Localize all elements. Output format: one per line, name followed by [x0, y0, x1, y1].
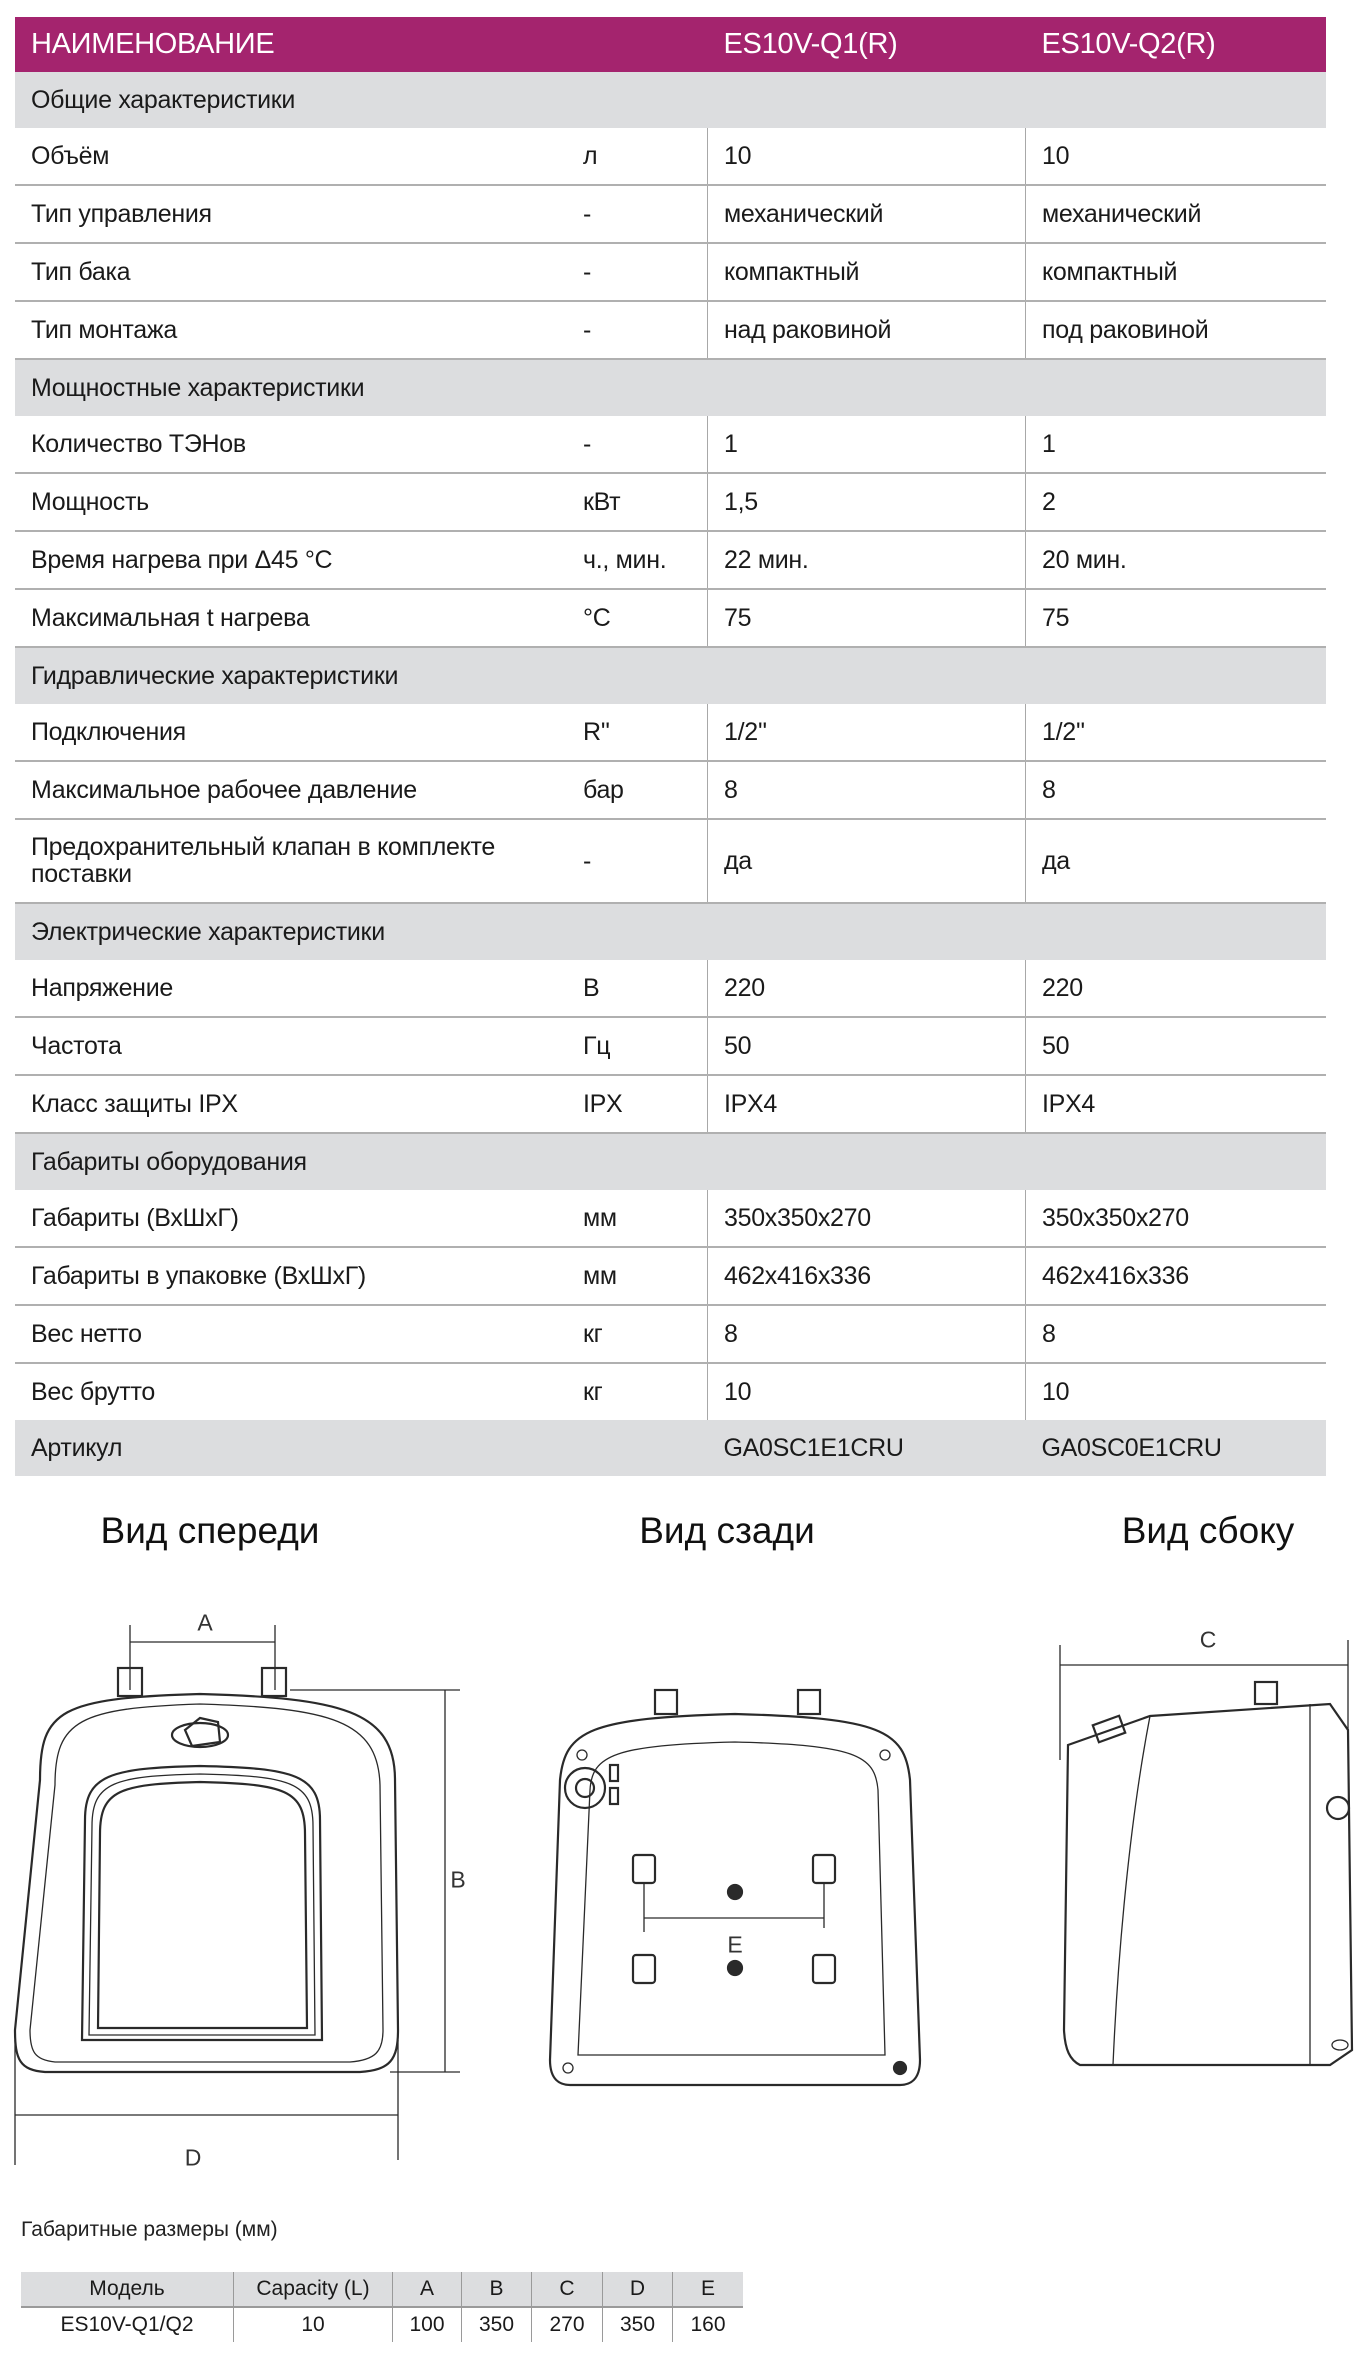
dim-label-e: E — [727, 1931, 743, 1958]
spec-unit: л — [567, 128, 708, 185]
spec-name: Тип управления — [15, 185, 567, 243]
spec-name: Тип монтажа — [15, 301, 567, 359]
spec-unit: мм — [567, 1190, 708, 1247]
header-unit — [567, 17, 708, 72]
spec-value-model-2: IPX4 — [1026, 1075, 1327, 1133]
spec-value-model-1: над раковиной — [708, 301, 1026, 359]
spec-name: Подключения — [15, 704, 567, 761]
back-pipe-right — [798, 1690, 820, 1714]
spec-name: Частота — [15, 1017, 567, 1075]
spec-row — [15, 1247, 1326, 1305]
spec-value-model-2: 50 — [1026, 1017, 1327, 1075]
spec-value-model-2: GA0SC0E1CRU — [1026, 1420, 1327, 1476]
spec-header-row — [15, 17, 1326, 72]
spec-unit: - — [567, 243, 708, 301]
section-title: Габариты оборудования — [15, 1133, 1326, 1190]
dim-cell-d: 350 — [603, 2307, 673, 2342]
spec-name: Габариты (ВхШхГ) — [15, 1190, 567, 1247]
corner-screw-tr — [880, 1750, 890, 1760]
dimensions-table — [21, 2272, 743, 2342]
section-header-row — [15, 359, 1326, 416]
back-power-inlet-core — [576, 1779, 594, 1797]
back-screw-lower — [728, 1961, 742, 1975]
spec-row — [15, 416, 1326, 473]
spec-value-model-2: 220 — [1026, 960, 1327, 1017]
mount-hole-bl — [633, 1955, 655, 1983]
dim-cell-capacity: 10 — [234, 2307, 393, 2342]
side-front-curve — [1113, 1716, 1150, 2065]
spec-value-model-1: 50 — [708, 1017, 1026, 1075]
dim-label-a: A — [197, 1609, 213, 1636]
spec-value-model-2: 2 — [1026, 473, 1327, 531]
back-slot-1 — [610, 1765, 618, 1781]
spec-unit: ч., мин. — [567, 531, 708, 589]
spec-value-model-2: 1/2'' — [1026, 704, 1327, 761]
front-panel-mid — [89, 1774, 315, 2035]
spec-row — [15, 1190, 1326, 1247]
spec-value-model-1: 220 — [708, 960, 1026, 1017]
dim-cell-a: 100 — [393, 2307, 462, 2342]
spec-value-model-1: 1 — [708, 416, 1026, 473]
dim-label-c: C — [1199, 1626, 1217, 1653]
spec-table — [15, 17, 1326, 1476]
spec-value-model-1: 1,5 — [708, 473, 1026, 531]
dim-header-capacity: Capacity (L) — [234, 2272, 393, 2307]
spec-value-model-2: 10 — [1026, 128, 1327, 185]
spec-value-model-1: механический — [708, 185, 1026, 243]
spec-value-model-2: 20 мин. — [1026, 531, 1327, 589]
dim-cell-c: 270 — [532, 2307, 603, 2342]
spec-unit: мм — [567, 1247, 708, 1305]
spec-name: Максимальная t нагрева — [15, 589, 567, 647]
spec-value-model-2: да — [1026, 819, 1327, 903]
spec-row — [15, 1017, 1326, 1075]
spec-row — [15, 473, 1326, 531]
spec-value-model-1: 75 — [708, 589, 1026, 647]
spec-value-model-2: механический — [1026, 185, 1327, 243]
side-pipe — [1255, 1682, 1277, 1704]
spec-value-model-2: 8 — [1026, 761, 1327, 819]
spec-name: Класс защиты IPX — [15, 1075, 567, 1133]
spec-row — [15, 819, 1326, 903]
spec-value-model-2: под раковиной — [1026, 301, 1327, 359]
section-title: Мощностные характеристики — [15, 359, 1326, 416]
spec-row — [15, 589, 1326, 647]
spec-unit: В — [567, 960, 708, 1017]
corner-screw-tl — [577, 1750, 587, 1760]
spec-name: Напряжение — [15, 960, 567, 1017]
spec-row — [15, 128, 1326, 185]
spec-value-model-2: 10 — [1026, 1363, 1327, 1420]
spec-unit: Гц — [567, 1017, 708, 1075]
spec-value-model-1: 10 — [708, 1363, 1026, 1420]
spec-value-model-2: 75 — [1026, 589, 1327, 647]
spec-row — [15, 1363, 1326, 1420]
dim-cell-e: 160 — [673, 2307, 744, 2342]
spec-name: Тип бака — [15, 243, 567, 301]
spec-name: Время нагрева при Δ45 °С — [15, 531, 567, 589]
spec-value-model-1: 10 — [708, 128, 1026, 185]
section-title: Общие характеристики — [15, 72, 1326, 128]
front-panel-outer — [82, 1766, 322, 2040]
side-drain — [1332, 2040, 1348, 2050]
spec-row — [15, 1075, 1326, 1133]
spec-name: Мощность — [15, 473, 567, 531]
dim-header-d: D — [603, 2272, 673, 2307]
spec-name: Габариты в упаковке (ВхШхГ) — [15, 1247, 567, 1305]
spec-value-model-2: 462x416x336 — [1026, 1247, 1327, 1305]
spec-value-model-1: IPX4 — [708, 1075, 1026, 1133]
spec-row — [15, 243, 1326, 301]
dim-label-b: B — [450, 1866, 466, 1893]
spec-unit: - — [567, 185, 708, 243]
dim-cell-model: ES10V-Q1/Q2 — [60, 2313, 194, 2336]
spec-row — [15, 704, 1326, 761]
dimensions-header-row — [21, 2272, 743, 2307]
corner-screw-bl — [563, 2063, 573, 2073]
side-view-drawing — [1040, 1620, 1372, 2120]
spec-name: Вес брутто — [31, 1377, 155, 1406]
side-power-inlet — [1327, 1797, 1349, 1819]
dimensions-row — [21, 2307, 743, 2342]
spec-value-model-1: компактный — [708, 243, 1026, 301]
spec-name: Максимальное рабочее давление — [15, 761, 567, 819]
spec-row — [15, 531, 1326, 589]
header-model-2: ES10V-Q2(R) — [1026, 17, 1327, 72]
spec-unit: бар — [567, 761, 708, 819]
back-view-drawing — [530, 1660, 950, 2120]
spec-unit: кВт — [567, 473, 708, 531]
section-title: Электрические характеристики — [15, 903, 1326, 960]
dim-header-a: A — [393, 2272, 462, 2307]
spec-unit: IPX — [567, 1075, 708, 1133]
spec-row — [15, 301, 1326, 359]
side-body-outline — [1064, 1704, 1352, 2065]
spec-name: Артикул — [15, 1420, 567, 1476]
spec-value-model-2: 1 — [1026, 416, 1327, 473]
spec-value-model-1: 350x350x270 — [708, 1190, 1026, 1247]
back-pipe-left — [655, 1690, 677, 1714]
back-screw-upper — [728, 1885, 742, 1899]
spec-unit: кг — [583, 1377, 603, 1406]
pipe-right — [262, 1668, 286, 1696]
spec-unit: - — [567, 819, 708, 903]
front-view-title: Вид спереди — [100, 1510, 320, 1551]
side-knob — [1093, 1716, 1125, 1742]
back-slot-2 — [610, 1788, 618, 1804]
spec-row — [15, 185, 1326, 243]
spec-value-model-1: 462x416x336 — [708, 1247, 1026, 1305]
spec-unit: °С — [567, 589, 708, 647]
spec-value-model-1: 1/2'' — [708, 704, 1026, 761]
spec-name: Объём — [15, 128, 567, 185]
spec-name: Предохранительный клапан в комплекте поставки — [15, 819, 567, 903]
spec-name: Вес нетто — [15, 1305, 567, 1363]
corner-screw-br — [894, 2062, 906, 2074]
spec-unit: - — [567, 416, 708, 473]
mount-hole-br — [813, 1955, 835, 1983]
dim-header-b: B — [462, 2272, 532, 2307]
spec-row — [15, 761, 1326, 819]
dim-header-c: C — [532, 2272, 603, 2307]
dim-label-d: D — [184, 2144, 202, 2171]
spec-value-model-2: 8 — [1026, 1305, 1327, 1363]
spec-row — [15, 1305, 1326, 1363]
spec-value-model-1: 22 мин. — [708, 531, 1026, 589]
spec-unit: R'' — [567, 704, 708, 761]
side-view-title: Вид сбоку — [1121, 1510, 1295, 1551]
dimensions-caption: Габаритные размеры (мм) — [21, 2218, 278, 2241]
section-header-row — [15, 1133, 1326, 1190]
section-header-row — [15, 647, 1326, 704]
spec-value-model-2: 350x350x270 — [1026, 1190, 1327, 1247]
section-title: Гидравлические характеристики — [15, 647, 1326, 704]
spec-unit: кг — [567, 1305, 708, 1363]
spec-value-model-1: да — [708, 819, 1026, 903]
spec-unit — [567, 1420, 708, 1476]
spec-value-model-2: компактный — [1026, 243, 1327, 301]
spec-value-model-1: 8 — [708, 761, 1026, 819]
spec-value-model-1: 8 — [708, 1305, 1026, 1363]
section-header-row — [15, 72, 1326, 128]
header-name: НАИМЕНОВАНИЕ — [15, 17, 567, 72]
header-model-1: ES10V-Q1(R) — [708, 17, 1026, 72]
spec-row — [15, 960, 1326, 1017]
back-power-inlet — [565, 1768, 605, 1808]
mount-hole-tr — [813, 1855, 835, 1883]
dim-header-model: Модель — [21, 2272, 234, 2307]
section-header-row — [15, 903, 1326, 960]
front-view-drawing — [0, 1590, 480, 2190]
front-body-outline — [15, 1694, 398, 2072]
dim-header-e: E — [673, 2272, 744, 2307]
article-row — [15, 1420, 1326, 1476]
dim-cell-b: 350 — [462, 2307, 532, 2342]
spec-value-model-1: GA0SC1E1CRU — [708, 1420, 1026, 1476]
mount-hole-tl — [633, 1855, 655, 1883]
back-view-title: Вид сзади — [639, 1510, 815, 1551]
front-panel-inner — [98, 1782, 307, 2028]
spec-name: Количество ТЭНов — [15, 416, 567, 473]
spec-unit: - — [567, 301, 708, 359]
